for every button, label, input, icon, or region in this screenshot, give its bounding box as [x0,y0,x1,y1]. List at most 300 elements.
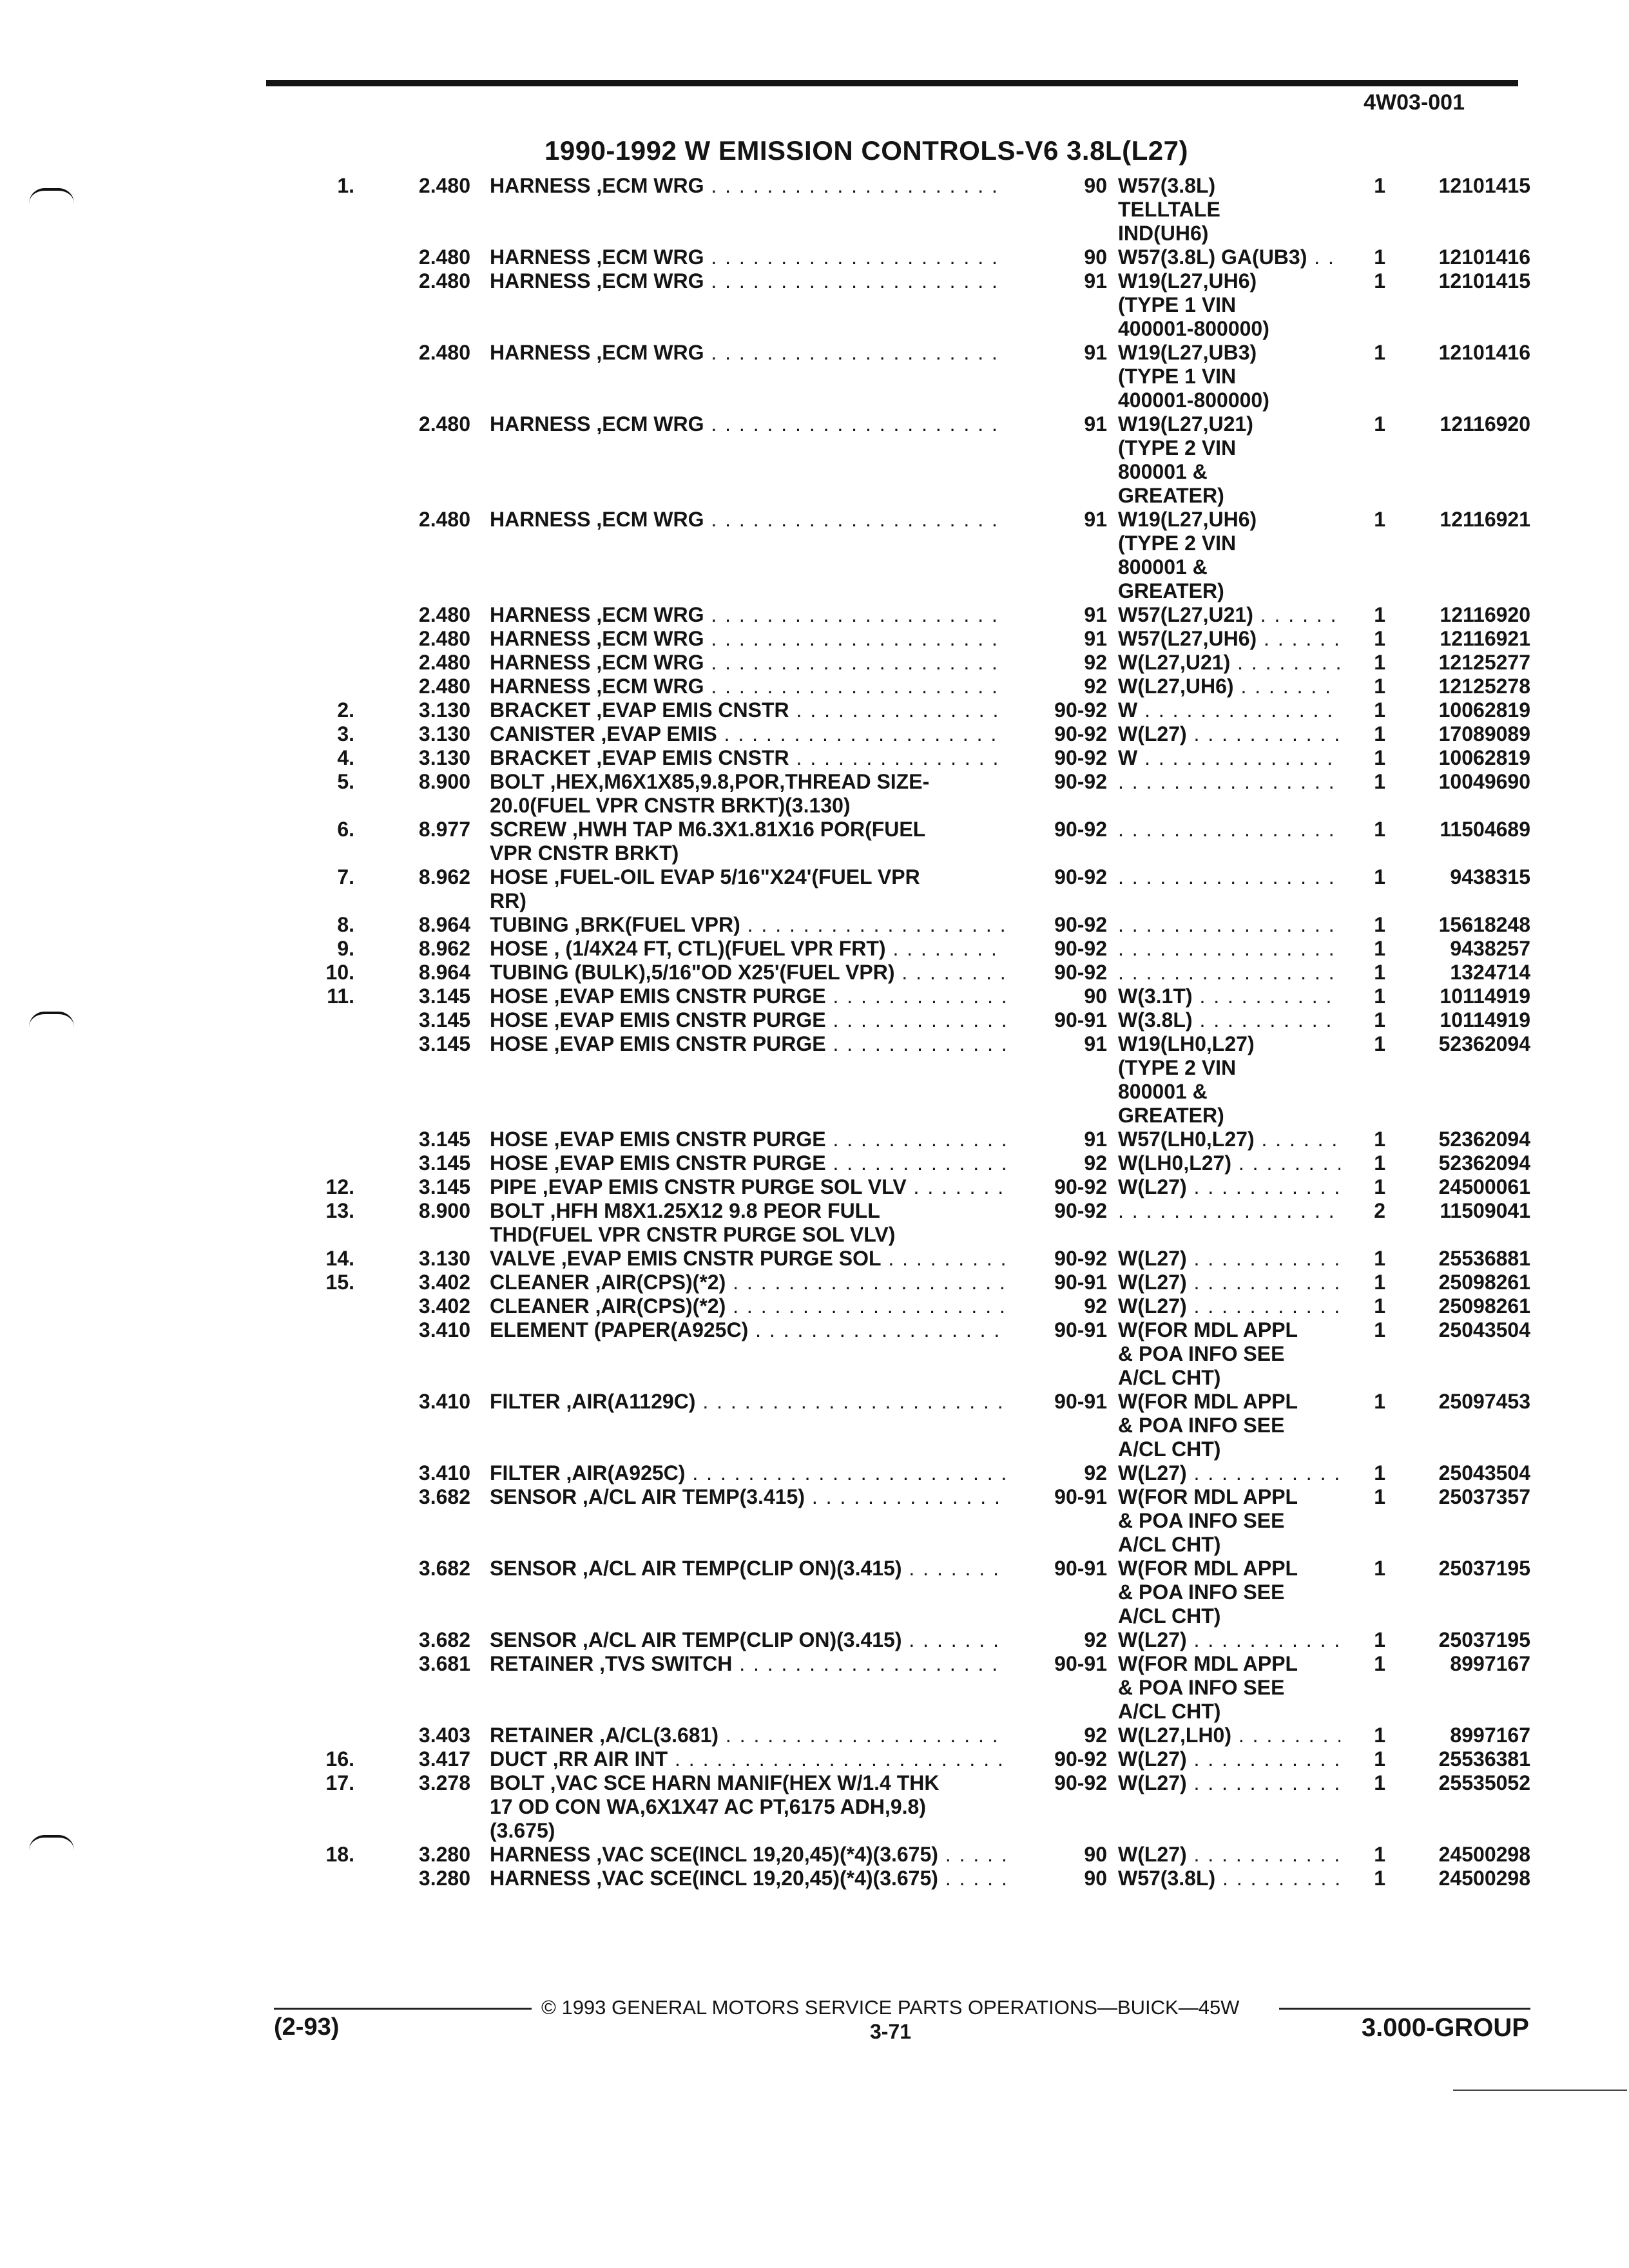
quantity: 1 [1374,341,1385,364]
model-years: 90-92 [1054,1199,1107,1222]
quantity: 1 [1374,675,1385,698]
usage-line: W(FOR MDL APPL [1118,1557,1298,1580]
part-number: 12116921 [1440,627,1530,650]
table-row [0,746,1629,770]
usage-line: W(L27,LH0) . . . [1118,1724,1340,1747]
model-usage [1118,1867,1340,1890]
group-number: 8.964 [418,913,470,936]
model-usage [1118,1271,1340,1294]
model-years: 92 [1084,1151,1107,1175]
quantity: 2 [1374,1199,1385,1222]
model-usage [1118,174,1340,245]
usage-line [1118,937,1340,961]
group-number: 3.145 [418,1008,470,1032]
footer-rule-left [274,2008,532,2010]
group-number: 2.480 [418,412,470,436]
part-number: 24500298 [1438,1843,1530,1866]
model-years: 91 [1084,603,1107,626]
description-line: HARNESS ,ECM WRG . . . [490,627,1005,651]
part-number: 12125277 [1438,651,1530,674]
usage-line: W(L27) . . . [1118,1771,1340,1795]
table-row [0,865,1629,913]
group-number: 3.278 [418,1771,470,1794]
group-number: 2.480 [418,174,470,197]
part-description [490,818,1005,865]
quantity: 1 [1374,913,1385,936]
usage-line [1118,961,1340,985]
usage-line: W(L27) . . . [1118,1271,1340,1294]
part-description [490,1652,1005,1676]
part-number: 25536881 [1438,1247,1530,1270]
part-description [490,1318,1005,1342]
model-usage [1118,603,1340,627]
table-row [0,698,1629,722]
usage-line: & POA INFO SEE [1118,1414,1285,1437]
model-usage [1118,1175,1340,1199]
usage-line [1118,913,1340,937]
ref-number: 3. [337,722,354,745]
usage-line: W(L27) . . . [1118,1747,1340,1771]
description-line: BRACKET ,EVAP EMIS CNSTR . . . [490,746,1005,770]
table-row [0,1318,1629,1390]
ref-number: 7. [337,865,354,889]
group-number: 3.682 [418,1485,470,1508]
usage-line: W(FOR MDL APPL [1118,1485,1298,1508]
model-years: 91 [1084,341,1107,364]
model-years: 90-92 [1054,1771,1107,1794]
ref-number: 2. [337,698,354,722]
model-usage [1118,913,1340,937]
usage-line: A/CL CHT) [1118,1366,1221,1389]
part-description [490,1557,1005,1581]
quantity: 1 [1374,269,1385,293]
table-row [0,937,1629,961]
part-description [490,1867,1005,1890]
group-number: 3.280 [418,1867,470,1890]
usage-line: TELLTALE [1118,198,1220,221]
usage-line: A/CL CHT) [1118,1437,1221,1461]
model-years: 90-91 [1054,1318,1107,1341]
quantity: 1 [1374,961,1385,984]
ref-number: 16. [325,1747,354,1771]
usage-line: W(LH0,L27) . . . [1118,1151,1340,1175]
usage-line [1118,770,1340,794]
description-line: BOLT ,VAC SCE HARN MANIF(HEX W/1.4 THK [490,1771,940,1794]
usage-line: W . . . [1118,698,1340,722]
description-line: HARNESS ,ECM WRG . . . [490,412,1005,436]
description-line: RETAINER ,TVS SWITCH . . . [490,1652,1005,1676]
part-description [490,1271,1005,1294]
bottom-rule [1453,2090,1627,2091]
group-number: 3.417 [418,1747,470,1771]
quantity: 1 [1374,698,1385,722]
usage-line [1118,1199,1340,1223]
model-years: 90 [1084,245,1107,269]
model-years: 90-91 [1054,1557,1107,1580]
part-number: 8997167 [1450,1652,1530,1675]
table-row [0,770,1629,818]
model-years: 90-92 [1054,1175,1107,1198]
part-number: 25535052 [1438,1771,1530,1794]
model-years: 90 [1084,1867,1107,1890]
usage-line: (TYPE 2 VIN [1118,436,1237,459]
usage-line: W(L27) . . . [1118,1461,1340,1485]
model-usage [1118,1128,1340,1151]
part-description [490,1771,1005,1843]
part-description [490,746,1005,770]
group-number: 8.900 [418,770,470,793]
usage-line [1118,865,1340,889]
footer-page-number: 3-71 [870,2020,912,2043]
quantity: 1 [1374,1151,1385,1175]
model-usage [1118,865,1340,889]
table-row [0,961,1629,985]
model-usage [1118,937,1340,961]
usage-line: W(FOR MDL APPL [1118,1318,1298,1341]
part-description [490,627,1005,651]
model-usage [1118,746,1340,770]
table-row [0,1557,1629,1628]
description-line: RR) [490,889,526,912]
group-number: 3.130 [418,1247,470,1270]
group-number: 8.962 [418,937,470,960]
part-description [490,865,1005,913]
description-line: SENSOR ,A/CL AIR TEMP(CLIP ON)(3.415) . . . [490,1628,1005,1652]
table-row [0,1128,1629,1151]
table-row [0,913,1629,937]
part-description [490,1151,1005,1175]
group-number: 3.681 [418,1652,470,1675]
table-row [0,1628,1629,1652]
part-number: 25097453 [1438,1390,1530,1413]
part-description [490,174,1005,198]
table-row [0,1485,1629,1557]
usage-line: 400001-800000) [1118,317,1269,340]
description-line: HOSE ,FUEL-OIL EVAP 5/16"X24'(FUEL VPR [490,865,920,889]
group-number: 3.402 [418,1271,470,1294]
usage-line: & POA INFO SEE [1118,1342,1285,1365]
part-description [490,1747,1005,1771]
quantity: 1 [1374,1628,1385,1651]
group-number: 3.130 [418,746,470,769]
model-years: 90-92 [1054,961,1107,984]
table-row [0,1199,1629,1247]
usage-line: W19(LH0,L27) [1118,1032,1255,1055]
table-row [0,1867,1629,1890]
ref-number: 13. [325,1199,354,1222]
part-description [490,1485,1005,1509]
description-line: HOSE ,EVAP EMIS CNSTR PURGE . . . [490,1032,1005,1056]
usage-line: W(3.1T) . . . [1118,985,1340,1008]
description-line: (3.675) [490,1819,555,1842]
usage-line: W57(3.8L) [1118,174,1216,197]
part-description [490,1247,1005,1271]
model-years: 90-92 [1054,818,1107,841]
model-usage [1118,1032,1340,1128]
usage-line: W(L27) . . . [1118,1294,1340,1318]
usage-line: W(L27) . . . [1118,1247,1340,1271]
description-line: THD(FUEL VPR CNSTR PURGE SOL VLV) [490,1223,896,1246]
model-usage [1118,627,1340,651]
usage-line: GREATER) [1118,1104,1224,1127]
quantity: 1 [1374,1271,1385,1294]
usage-line: W19(L27,UH6) [1118,269,1257,293]
quantity: 1 [1374,1724,1385,1747]
table-row [0,341,1629,412]
description-line: HARNESS ,ECM WRG . . . [490,174,1005,198]
part-description [490,913,1005,937]
ref-number: 11. [327,985,354,1008]
table-row [0,627,1629,651]
quantity: 1 [1374,1032,1385,1055]
usage-line: W(L27,U21) . . . [1118,651,1340,675]
model-usage [1118,269,1340,341]
part-description [490,1724,1005,1747]
table-row [0,269,1629,341]
top-rule [266,80,1518,86]
description-line: SENSOR ,A/CL AIR TEMP(CLIP ON)(3.415) . . . [490,1557,1005,1581]
description-line: HOSE ,EVAP EMIS CNSTR PURGE . . . [490,1008,1005,1032]
group-number: 2.480 [418,508,470,531]
model-years: 92 [1084,1724,1107,1747]
part-number: 10049690 [1438,770,1530,793]
model-years: 90-91 [1054,1008,1107,1032]
usage-line: (TYPE 1 VIN [1118,293,1237,316]
part-number: 10114919 [1440,985,1530,1008]
group-number: 3.130 [418,722,470,745]
table-row [0,651,1629,675]
group-number: 2.480 [418,269,470,293]
usage-line: W(3.8L) . . . [1118,1008,1340,1032]
part-number: 8997167 [1450,1724,1530,1747]
model-usage [1118,770,1340,794]
part-number: 11504689 [1440,818,1530,841]
table-row [0,1747,1629,1771]
model-years: 92 [1084,1628,1107,1651]
table-row [0,1390,1629,1461]
group-number: 3.145 [418,1032,470,1055]
description-line: DUCT ,RR AIR INT . . . [490,1747,1005,1771]
model-years: 91 [1084,269,1107,293]
model-usage [1118,245,1340,269]
description-line: CANISTER ,EVAP EMIS . . . [490,722,1005,746]
description-line: FILTER ,AIR(A1129C) . . . [490,1390,1005,1414]
description-line: CLEANER ,AIR(CPS)(*2) . . . [490,1294,1005,1318]
model-years: 90 [1084,174,1107,197]
part-description [490,603,1005,627]
part-description [490,675,1005,698]
quantity: 1 [1374,1461,1385,1485]
group-number: 2.480 [418,675,470,698]
part-number: 10114919 [1440,1008,1530,1032]
quantity: 1 [1374,1390,1385,1413]
description-line: HOSE ,EVAP EMIS CNSTR PURGE . . . [490,1151,1005,1175]
part-description [490,937,1005,961]
part-number: 24500298 [1438,1867,1530,1890]
part-description [490,1628,1005,1652]
model-years: 92 [1084,675,1107,698]
usage-line: & POA INFO SEE [1118,1581,1285,1604]
ref-number: 15. [325,1271,354,1294]
part-description [490,1843,1005,1867]
part-number: 12125278 [1438,675,1530,698]
ref-number: 1. [337,174,354,197]
quantity: 1 [1374,508,1385,531]
description-line: 20.0(FUEL VPR CNSTR BRKT)(3.130) [490,794,851,817]
ref-number: 5. [337,770,354,793]
part-description [490,1008,1005,1032]
ref-number: 17. [325,1771,354,1794]
model-usage [1118,1557,1340,1628]
group-number: 3.145 [418,1175,470,1198]
model-years: 90-91 [1054,1652,1107,1675]
usage-line: W(L27) . . . [1118,1175,1340,1199]
model-years: 90-92 [1054,722,1107,745]
description-line: ELEMENT (PAPER(A925C) . . . [490,1318,1005,1342]
part-number: 24500061 [1438,1175,1530,1198]
model-years: 90 [1084,985,1107,1008]
usage-line: A/CL CHT) [1118,1604,1221,1628]
model-years: 92 [1084,651,1107,674]
description-line: HARNESS ,ECM WRG . . . [490,508,1005,532]
quantity: 1 [1374,985,1385,1008]
table-row [0,603,1629,627]
usage-line: W19(L27,UH6) [1118,508,1257,531]
group-number: 3.402 [418,1294,470,1318]
part-number: 10062819 [1438,746,1530,769]
model-usage [1118,1247,1340,1271]
parts-table [0,174,1629,1890]
ref-number: 14. [325,1247,354,1270]
usage-line: W57(3.8L) . . . [1118,1867,1340,1890]
model-years: 90-92 [1054,1747,1107,1771]
usage-line: W(L27) . . . [1118,1628,1340,1652]
description-line: SCREW ,HWH TAP M6.3X1.81X16 POR(FUEL [490,818,926,841]
description-line: HARNESS ,ECM WRG . . . [490,603,1005,627]
model-years: 90-92 [1054,937,1107,960]
group-number: 3.280 [418,1843,470,1866]
table-row [0,1271,1629,1294]
description-line: SENSOR ,A/CL AIR TEMP(3.415) . . . [490,1485,1005,1509]
usage-line: W57(L27,U21) . . . [1118,603,1340,627]
part-description [490,412,1005,436]
usage-line: W19(L27,UB3) [1118,341,1257,364]
part-number: 12101415 [1438,269,1530,293]
group-number: 8.977 [418,818,470,841]
group-number: 3.145 [418,985,470,1008]
model-usage [1118,1294,1340,1318]
model-usage [1118,1318,1340,1390]
description-line: TUBING ,BRK(FUEL VPR) . . . [490,913,1005,937]
usage-line: & POA INFO SEE [1118,1509,1285,1532]
part-description [490,1128,1005,1151]
model-usage [1118,1008,1340,1032]
table-row [0,174,1629,245]
usage-line: 800001 & [1118,460,1208,483]
quantity: 1 [1374,1008,1385,1032]
usage-line: W(L27,UH6) . . . [1118,675,1340,698]
ref-number: 6. [337,818,354,841]
table-row [0,722,1629,746]
description-line: HARNESS ,ECM WRG . . . [490,269,1005,293]
group-number: 3.130 [418,698,470,722]
quantity: 1 [1374,722,1385,745]
usage-line: (TYPE 2 VIN [1118,1056,1237,1079]
model-usage [1118,1485,1340,1557]
description-line: CLEANER ,AIR(CPS)(*2) . . . [490,1271,1005,1294]
footer-group: 3.000-GROUP [1361,2013,1529,2042]
group-number: 2.480 [418,627,470,650]
usage-line: A/CL CHT) [1118,1533,1221,1556]
part-number: 12116920 [1440,412,1530,436]
description-line: HOSE ,EVAP EMIS CNSTR PURGE . . . [490,985,1005,1008]
table-row [0,985,1629,1008]
description-line: HARNESS ,ECM WRG . . . [490,245,1005,269]
table-row [0,1032,1629,1128]
description-line: PIPE ,EVAP EMIS CNSTR PURGE SOL VLV . . . [490,1175,1005,1199]
group-number: 2.480 [418,341,470,364]
model-usage [1118,1151,1340,1175]
quantity: 1 [1374,1175,1385,1198]
description-line: RETAINER ,A/CL(3.681) . . . [490,1724,1005,1747]
description-line: FILTER ,AIR(A925C) . . . [490,1461,1005,1485]
quantity: 1 [1374,174,1385,197]
quantity: 1 [1374,818,1385,841]
part-number: 9438315 [1450,865,1530,889]
quantity: 1 [1374,1128,1385,1151]
part-description [490,508,1005,532]
quantity: 1 [1374,1485,1385,1508]
group-number: 2.480 [418,245,470,269]
usage-line: 800001 & [1118,555,1208,579]
model-usage [1118,698,1340,722]
model-usage [1118,1747,1340,1771]
model-usage [1118,818,1340,841]
usage-line: W(FOR MDL APPL [1118,1652,1298,1675]
part-number: 17089089 [1438,722,1530,745]
model-usage [1118,651,1340,675]
model-usage [1118,1628,1340,1652]
quantity: 1 [1374,603,1385,626]
usage-line: W19(L27,U21) [1118,412,1253,436]
ref-number: 4. [337,746,354,769]
group-number: 3.410 [418,1390,470,1413]
table-row [0,1461,1629,1485]
model-years: 92 [1084,1294,1107,1318]
model-usage [1118,675,1340,698]
part-number: 25098261 [1438,1271,1530,1294]
usage-line: 400001-800000) [1118,389,1269,412]
table-row [0,1008,1629,1032]
quantity: 1 [1374,1747,1385,1771]
part-description [490,1390,1005,1414]
part-number: 25037195 [1438,1628,1530,1651]
description-line: HARNESS ,ECM WRG . . . [490,675,1005,698]
footer-rule-right [1279,2008,1530,2010]
description-line: BRACKET ,EVAP EMIS CNSTR . . . [490,698,1005,722]
description-line: HARNESS ,VAC SCE(INCL 19,20,45)(*4)(3.675) . . . [490,1843,1005,1867]
model-usage [1118,1652,1340,1724]
quantity: 1 [1374,651,1385,674]
model-usage [1118,1461,1340,1485]
ref-number: 18. [325,1843,354,1866]
group-number: 3.145 [418,1151,470,1175]
model-years: 90-92 [1054,865,1107,889]
section-title: 1990-1992 W EMISSION CONTROLS-V6 3.8L(L27) [545,135,1188,166]
quantity: 1 [1374,1867,1385,1890]
group-number: 8.964 [418,961,470,984]
ref-number: 8. [337,913,354,936]
